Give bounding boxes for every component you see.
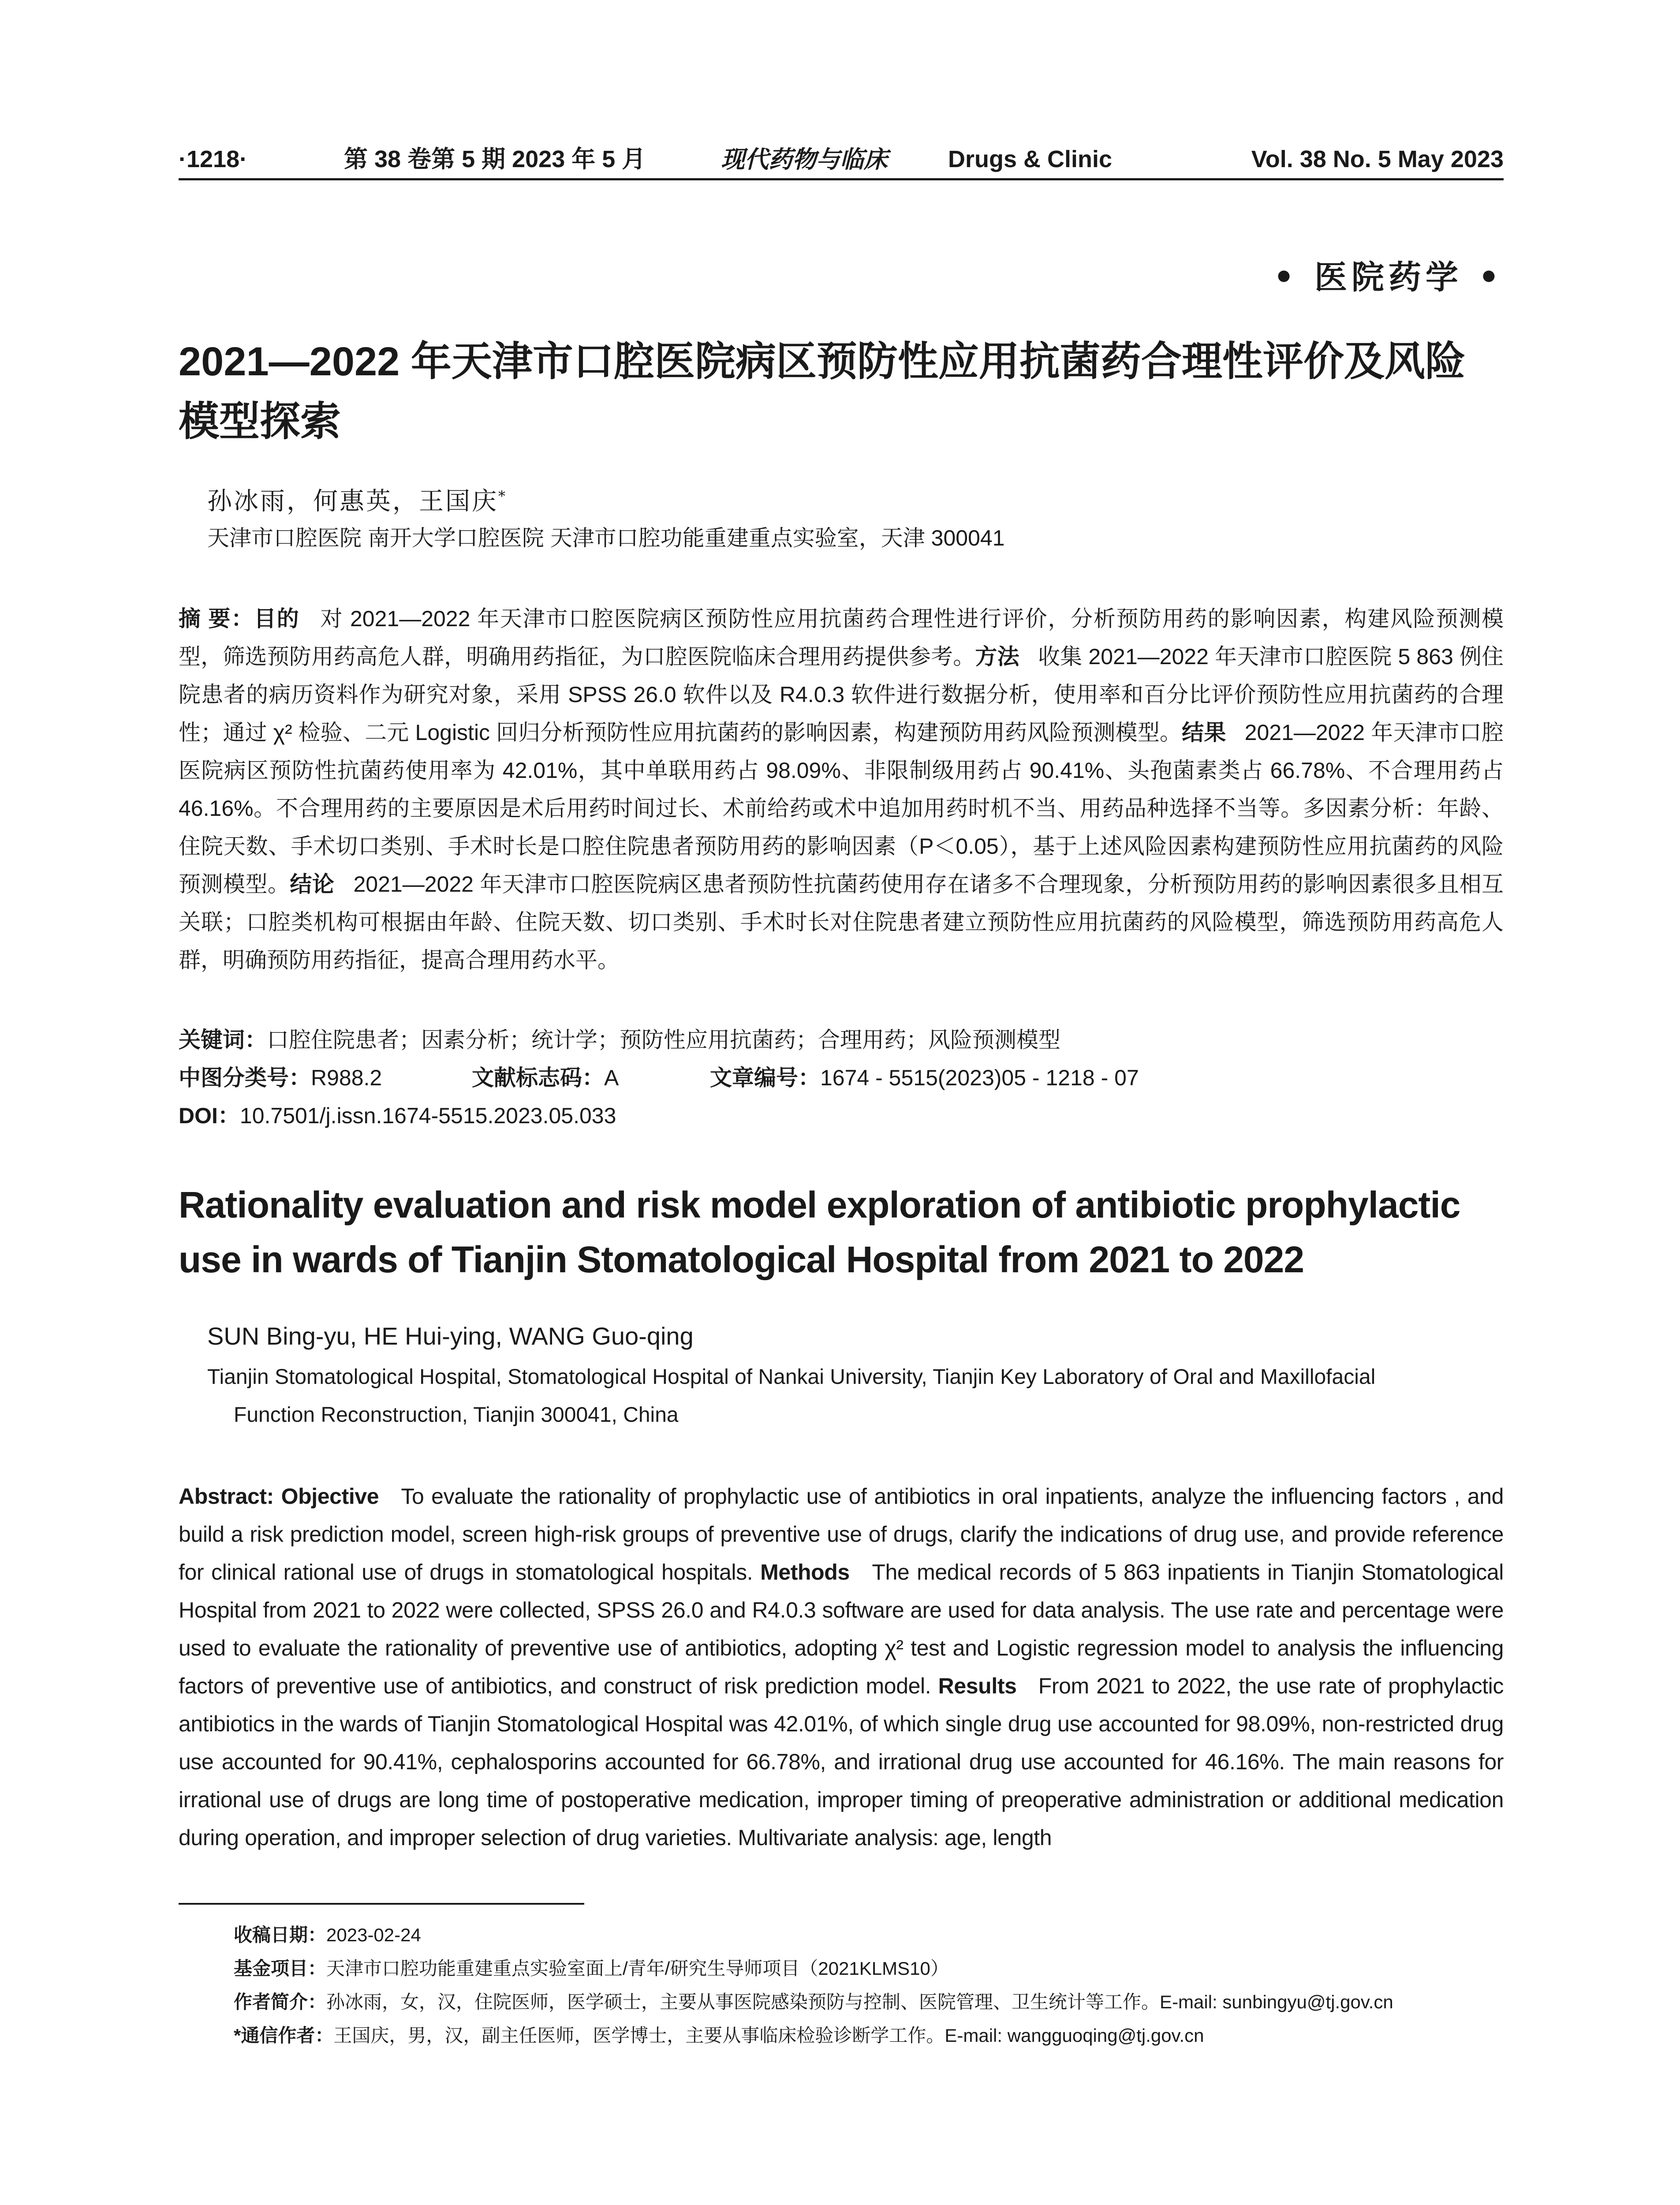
en-results-text: From 2021 to 2022, the use rate of prophylactic antibiotics in the wards of Tianjin Stomatological Hospital was 42.01%, of which single drug use accounted for 98.09%, non-restricted drug use accounted for 90.41%, cephalosporins accounted for 66.78%, and irrational drug use accounted for 46.16%. The main reasons for irrational use of drugs are long time of postoperative medication, improper timing of preoperative administration or additional medication during operation, and improper selection of drug varieties. Multivariate analysis: age, length <box>179 1674 1504 1850</box>
en-objective-text: To evaluate the rationality of prophylactic use of antibiotics in oral inpatients, analyze the influencing factors , and build a risk prediction model, screen high-risk groups of preventive use of drugs, clarify the indications of drug use, and provide reference for clinical rational use of drugs in stomatological hospitals. <box>179 1484 1504 1585</box>
objective-text: 对 2021—2022 年天津市口腔医院病区预防性应用抗菌药合理性进行评价，分析预防用药的影响因素，构建风险预测模型，筛选预防用药高危人群，明确用药指征，为口腔医院临床合理用药提供参考。 <box>179 606 1504 669</box>
keywords-label: 关键词： <box>179 1028 267 1052</box>
received-date: 2023-02-24 <box>326 1925 421 1945</box>
corresponding-label: *通信作者： <box>234 2025 334 2046</box>
classification-line <box>179 1059 1504 1097</box>
corresponding-text: 王国庆，男，汉，副主任医师，医学博士，主要从事临床检验诊断学工作。E-mail: wangguoqing@tj.gov.cn <box>333 2025 1204 2046</box>
header-rule <box>179 178 1504 180</box>
english-affiliation-line1: Tianjin Stomatological Hospital, Stomatological Hospital of Nankai University, Tianjin Key Laboratory of Oral and Maxillofacial <box>207 1365 1376 1389</box>
bio-label: 作者简介： <box>234 1992 327 2012</box>
running-header <box>179 140 1504 178</box>
doi-label: DOI： <box>179 1103 240 1128</box>
clc-number: R988.2 <box>311 1065 382 1090</box>
english-abstract <box>179 1477 1504 1857</box>
article-number: 1674 - 5515(2023)05 - 1218 - 07 <box>820 1065 1139 1090</box>
english-authors: SUN Bing-yu, HE Hui-ying, WANG Guo-qing <box>207 1322 694 1350</box>
column-label: • 医院药学 • <box>1273 258 1504 296</box>
keywords-line <box>179 1021 1060 1059</box>
english-affiliation <box>207 1358 1504 1434</box>
bio-text: 孙冰雨，女，汉，住院医师，医学硕士，主要从事医院感染预防与控制、医院管理、卫生统计等工作。E-mail: sunbingyu@tj.gov.cn <box>326 1992 1393 2012</box>
chinese-affiliation: 天津市口腔医院 南开大学口腔医院 天津市口腔功能重建重点实验室，天津 300041 <box>207 526 1005 550</box>
conclusion-text: 2021—2022 年天津市口腔医院病区患者预防性抗菌药使用存在诸多不合理现象，分析预防用药的影响因素很多且相互关联；口腔类机构可根据由年龄、住院天数、切口类别、手术时长对住院患者建立预防性应用抗菌药的风险模型，筛选预防用药高危人群，明确预防用药指征，提高合理用药水平。 <box>179 872 1504 972</box>
en-results-label: Results <box>938 1674 1017 1698</box>
received-label: 收稿日期： <box>234 1925 327 1945</box>
english-affiliation-line2: Function Reconstruction, Tianjin 300041, China <box>234 1403 679 1427</box>
footnotes <box>234 1918 1504 2052</box>
footnote-received <box>234 1918 1504 1952</box>
doc-code: A <box>604 1065 619 1090</box>
corresponding-mark: * <box>498 488 507 505</box>
english-title: Rationality evaluation and risk model exploration of antibiotic prophylactic use in wards of Tianjin Stomatological Hospital from 2021 to 2022 <box>179 1184 1460 1280</box>
en-abstract-label: Abstract: <box>179 1484 281 1509</box>
doi: 10.7501/j.issn.1674-5515.2023.05.033 <box>239 1103 616 1128</box>
chinese-title: 2021—2022 年天津市口腔医院病区预防性应用抗菌药合理性评价及风险模型探索 <box>179 339 1466 444</box>
footnote-fund <box>234 1952 1504 1985</box>
methods-label: 方法 <box>975 644 1019 669</box>
chinese-abstract <box>179 600 1504 979</box>
footnote-rule <box>179 1903 584 1905</box>
en-methods-label: Methods <box>760 1560 850 1585</box>
page-number: ·1218· <box>179 146 248 172</box>
en-methods-text: The medical records of 5 863 inpatients in Tianjin Stomatological Hospital from 2021 to 2022 were collected, SPSS 26.0 and R4.0.3 software are used for data analysis. The use rate and percentage were used to evaluate the rationality of preventive use of antibiotics, adopting χ² test and Logistic regression model to analysis the influencing factors of preventive use of antibiotics, and construct of risk prediction model. <box>179 1560 1504 1698</box>
keywords: 口腔住院患者；因素分析；统计学；预防性应用抗菌药；合理用药；风险预测模型 <box>267 1028 1060 1052</box>
results-text: 2021—2022 年天津市口腔医院病区预防性抗菌药使用率为 42.01%，其中单联用药占 98.09%、非限制级用药占 90.41%、头孢菌素类占 66.78%、不合理用药占 46.16%。不合理用药的主要原因是术后用药时间过长、术前给药或术中追加用药时机不当、用药品种选择不当等。多因素分析：年龄、住院天数、手术切口类别、手术时长是口腔住院患者预防用药的影响因素（P＜0.05），基于上述风险因素构建预防性应用抗菌药的风险预测模型。 <box>179 720 1504 897</box>
footnote-author-bio <box>234 1985 1504 2019</box>
en-objective-label: Objective <box>281 1484 379 1509</box>
fund-label: 基金项目： <box>234 1958 327 1979</box>
conclusion-label: 结论 <box>290 872 335 897</box>
volume-cn: 第 38 卷第 5 期 2023 年 5 月 <box>344 146 646 172</box>
chinese-authors <box>207 478 507 519</box>
footnote-corresponding <box>234 2019 1504 2052</box>
clc-label: 中图分类号： <box>179 1065 311 1090</box>
objective-label: 目的 <box>254 606 300 631</box>
results-label: 结果 <box>1182 720 1226 745</box>
article-number-label: 文章编号： <box>710 1065 820 1090</box>
volume-en: Vol. 38 No. 5 May 2023 <box>1251 146 1504 172</box>
doi-line <box>179 1097 616 1135</box>
journal-name-en: Drugs & Clinic <box>948 146 1113 172</box>
fund-text: 天津市口腔功能重建重点实验室面上/青年/研究生导师项目（2021KLMS10） <box>326 1958 949 1979</box>
methods-text: 收集 2021—2022 年天津市口腔医院 5 863 例住院患者的病历资料作为研究对象，采用 SPSS 26.0 软件以及 R4.0.3 软件进行数据分析，使用率和百分比评价预防性应用抗菌药的合理性；通过 χ² 检验、二元 Logistic 回归分析预防性应用抗菌药的影响因素，构建预防用药风险预测模型。 <box>179 644 1504 745</box>
journal-name-cn: 现代药物与临床 <box>721 145 888 173</box>
abstract-label: 摘 要： <box>179 606 254 631</box>
chinese-author-names: 孙冰雨，何惠英，王国庆 <box>207 487 498 516</box>
doc-code-label: 文献标志码： <box>472 1065 604 1090</box>
